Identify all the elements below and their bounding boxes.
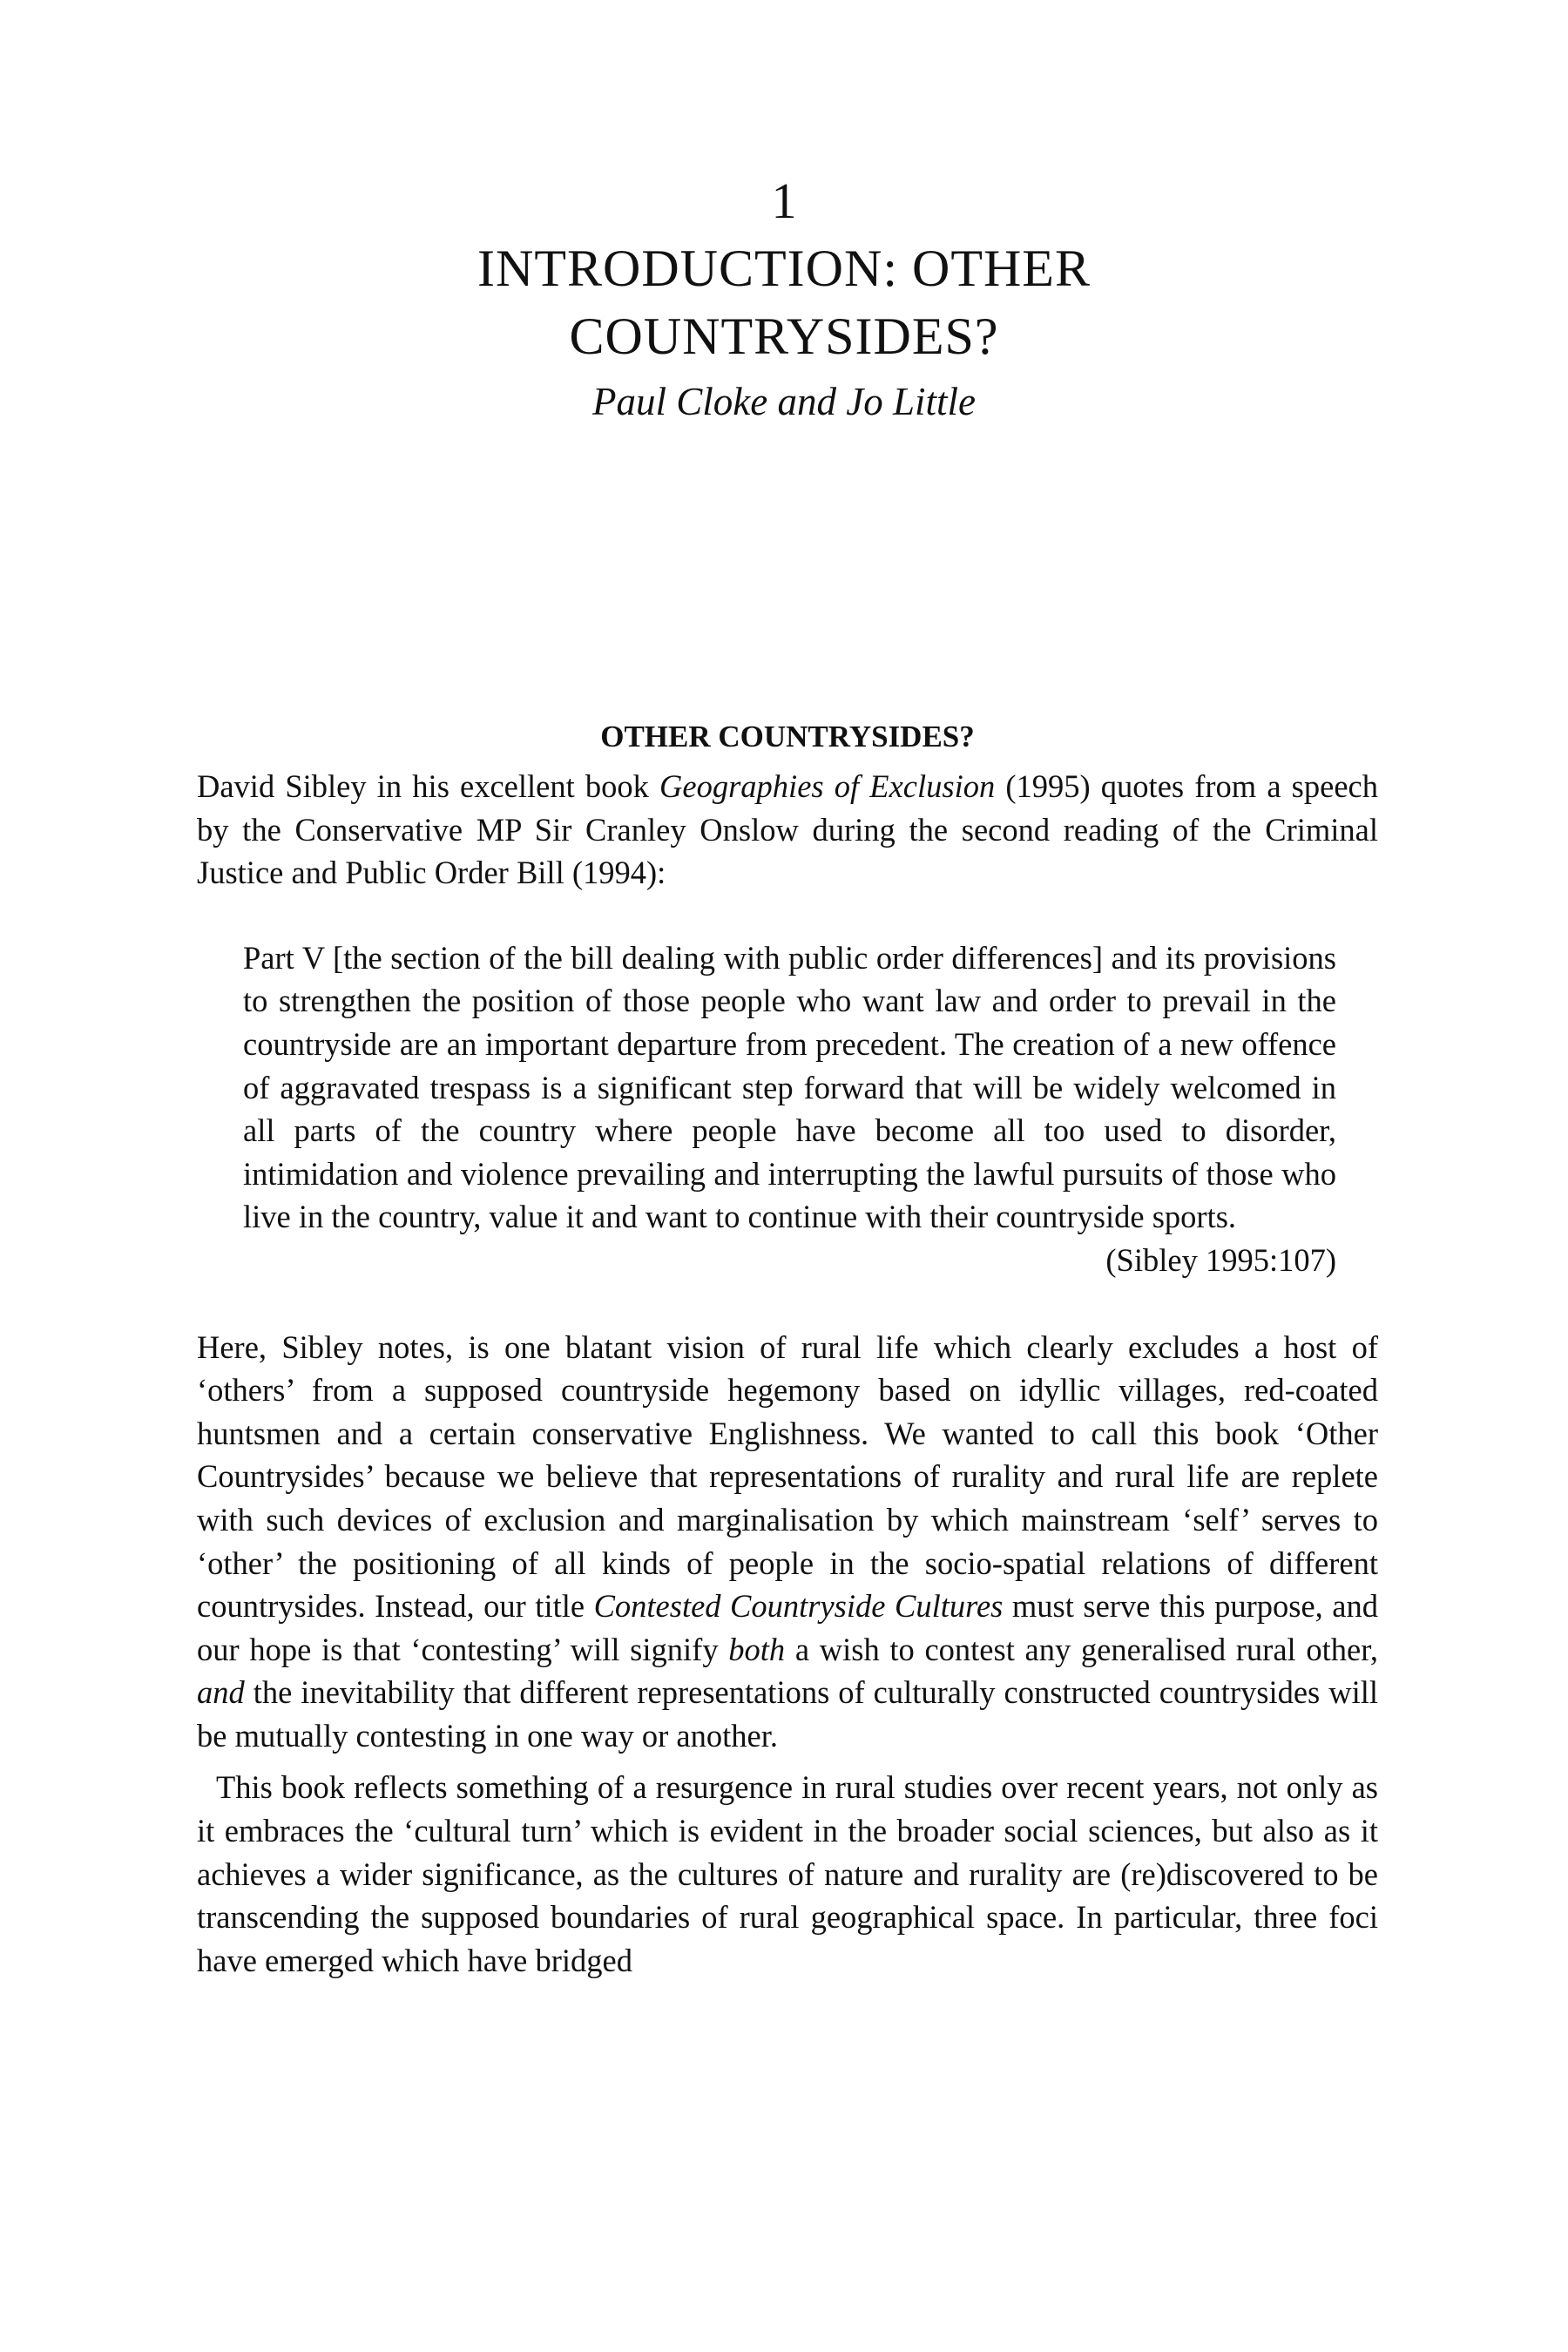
chapter-header	[0, 170, 1568, 428]
opening-paragraph-text-1: David Sibley in his excellent book	[197, 768, 660, 804]
second-paragraph	[197, 1326, 1378, 1758]
emphasis-both: both	[728, 1631, 786, 1667]
block-quotation	[243, 936, 1336, 1282]
section-heading: OTHER COUNTRYSIDES?	[600, 720, 975, 754]
chapter-authors: Paul Cloke and Jo Little	[592, 380, 976, 423]
second-paragraph-text-3: a wish to contest any generalised rural other,	[785, 1631, 1379, 1667]
emphasis-and: and	[197, 1674, 245, 1711]
opening-paragraph	[197, 765, 1378, 895]
page-content	[197, 716, 1378, 1982]
quotation-citation: (Sibley 1995:107)	[1105, 1241, 1336, 1278]
chapter-title-line-1: INTRODUCTION: OTHER	[477, 240, 1091, 297]
chapter-title-line-2: COUNTRYSIDES?	[569, 308, 999, 365]
second-paragraph-text-2: must serve this purpose, and our hope is that ‘contesting’ will signify	[197, 1588, 1378, 1667]
chapter-number: 1	[771, 172, 797, 229]
opening-paragraph-text-2: (1995) quotes from a speech by the Conservative MP Sir Cranley Onslow during the second reading of the Criminal Justice and Public Order Bill (1994):	[197, 768, 1378, 891]
book-title-geographies-of-exclusion: Geographies of Exclusion	[659, 768, 996, 804]
third-paragraph: This book reflects something of a resurgence in rural studies over recent years, not only as it embraces the ‘cultural turn’ which is evident in the broader social sciences, but also as it achieves a wider significance, as the cultures of nature and rurality are (re)discovered to be transcending the supposed boundaries of rural geographical space. In particular, three foci have emerged which have bridged	[197, 1769, 1378, 1978]
book-title-contested-countryside-cultures: Contested Countryside Cultures	[593, 1588, 1004, 1625]
quotation-text: Part V [the section of the bill dealing with public order differences] and its provisions to strengthen the position of those people who want law and order to prevail in the countryside are an important departure from precedent. The creation of a new offence of aggravated trespass is a significant step forward that will be widely welcomed in all parts of the country where people have become all too used to disorder, intimidation and violence prevailing and interrupting the lawful pursuits of those who live in the country, value it and want to continue with their countryside sports.	[243, 939, 1336, 1235]
second-paragraph-text-1: Here, Sibley notes, is one blatant vision of rural life which clearly excludes a host of ‘others’ from a supposed countryside hegemony based on idyllic villages, red-coated huntsmen and a certain conservative Englishness. We wanted to call this book ‘Other Countrysides’ because we believe that representations of rurality and rural life are replete with such devices of exclusion and marginalisation by which mainstream ‘self’ serves to ‘other’ the positioning of all kinds of people in the socio-spatial relations of different countrysides. Instead, our title	[197, 1328, 1378, 1625]
second-paragraph-text-4: the inevitability that different representations of culturally constructed countrysides will be mutually contesting in one way or another.	[197, 1674, 1378, 1754]
chapter-title	[0, 234, 1568, 370]
